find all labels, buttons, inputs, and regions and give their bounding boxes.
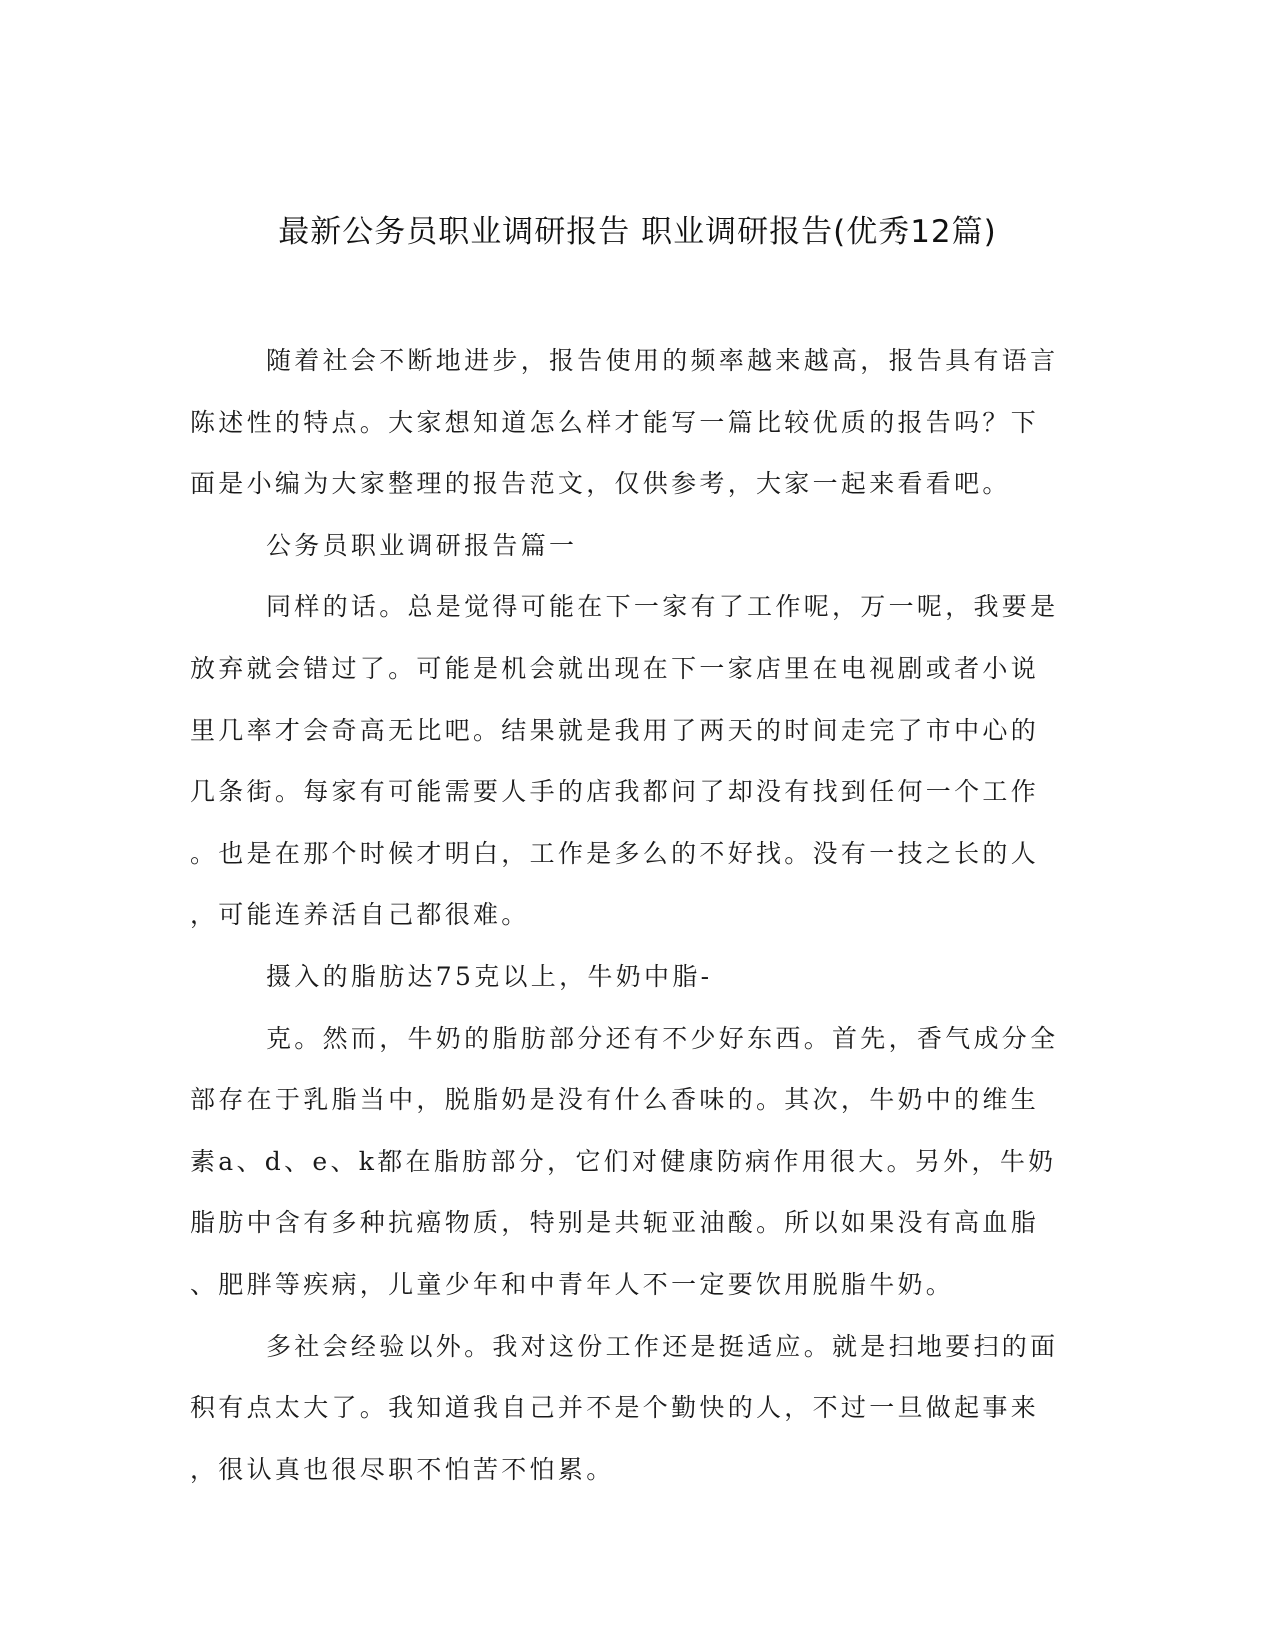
paragraph-line: 随着社会不断地进步，报告使用的频率越来越高，报告具有语言 [266, 346, 1059, 375]
paragraph-line: 、肥胖等疾病，儿童少年和中青年人不一定要饮用脱脂牛奶。 [190, 1269, 955, 1299]
paragraph-line: 陈述性的特点。大家想知道怎么样才能写一篇比较优质的报告吗？下 [190, 407, 1040, 437]
paragraph-line: ，很认真也很尽职不怕苦不怕累。 [190, 1454, 615, 1484]
paragraph-line: 面是小编为大家整理的报告范文，仅供参考，大家一起来看看吧。 [190, 469, 1011, 499]
paragraph-line: 素a、d、e、k都在脂肪部分，它们对健康防病作用很大。另外，牛奶 [190, 1146, 1057, 1176]
paragraph-line: 克。然而，牛奶的脂肪部分还有不少好东西。首先，香气成分全 [266, 1023, 1059, 1053]
document-body [190, 330, 1090, 1500]
paragraph-line: 。也是在那个时候才明白，工作是多么的不好找。没有一技之长的人 [190, 838, 1040, 868]
section-heading: 公务员职业调研报告篇一 [266, 530, 578, 560]
paragraph-line: ，可能连养活自己都很难。 [190, 900, 530, 930]
paragraph-line: 几条街。每家有可能需要人手的店我都问了却没有找到任何一个工作 [190, 777, 1040, 807]
paragraph-line: 同样的话。总是觉得可能在下一家有了工作呢，万一呢，我要是 [266, 592, 1059, 622]
paragraph-line: 部存在于乳脂当中，脱脂奶是没有什么香味的。其次，牛奶中的维生 [190, 1085, 1040, 1115]
paragraph-line: 放弃就会错过了。可能是机会就出现在下一家店里在电视剧或者小说 [190, 653, 1040, 683]
paragraph-line: 摄入的脂肪达75克以上，牛奶中脂- [266, 961, 713, 991]
paragraph-line: 多社会经验以外。我对这份工作还是挺适应。就是扫地要扫的面 [266, 1331, 1059, 1361]
paragraph-line: 脂肪中含有多种抗癌物质，特别是共轭亚油酸。所以如果没有高血脂 [190, 1208, 1040, 1238]
document-title: 最新公务员职业调研报告 职业调研报告(优秀12篇) [278, 214, 997, 250]
paragraph-line: 积有点太大了。我知道我自己并不是个勤快的人，不过一旦做起事来 [190, 1393, 1040, 1423]
paragraph-line: 里几率才会奇高无比吧。结果就是我用了两天的时间走完了市中心的 [190, 715, 1040, 745]
